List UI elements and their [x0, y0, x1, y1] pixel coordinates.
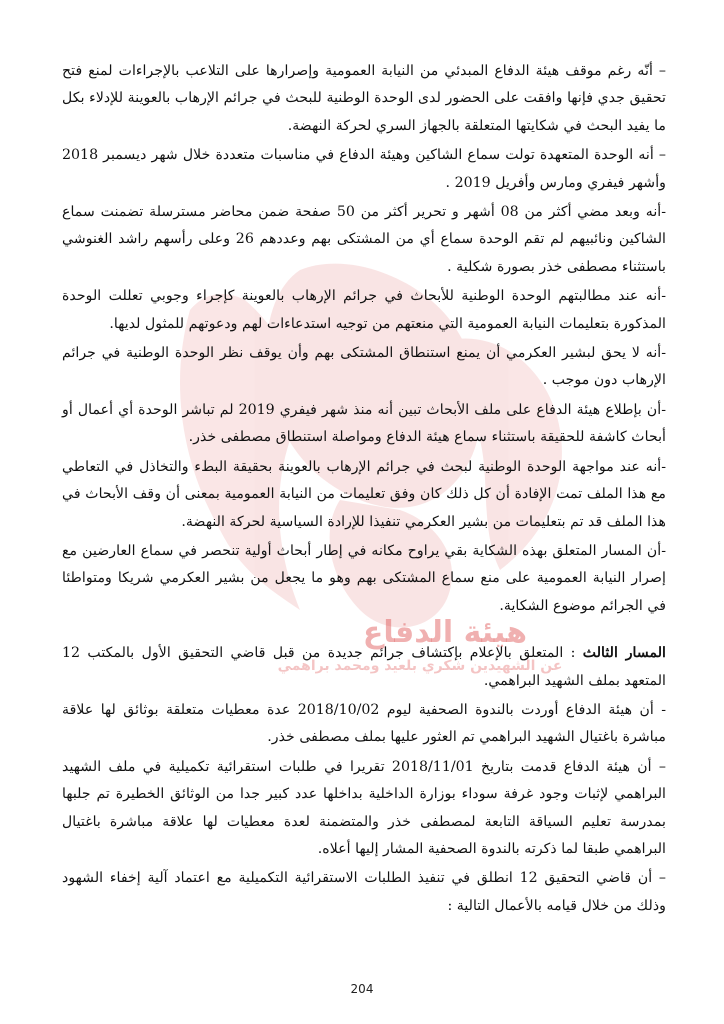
- paragraph: -أنه لا يحق لبشير العكرمي أن يمنع استنطاق المشتكى بهم وأن يوقف نظر الوحدة الوطنية في جرائم الإرهاب دون موجب .: [62, 345, 666, 389]
- paragraph: -أن بإطلاع هيئة الدفاع على ملف الأبحاث تبين أنه منذ شهر فيفري 2019 لم تباشر الوحدة أي أعمال أو أبحاث كاشفة للحقيقة باستثناء سماع هيئة الدفاع ومواصلة استنطاق مصطفى خذر.: [62, 401, 666, 446]
- paragraph: - أن هيئة الدفاع أوردت بالندوة الصحفية ليوم 2018/10/02 عدة معطيات متعلقة بوثائق لها علاقة مباشرة باغتيال الشهيد البراهمي تم العثور عليها بملف مصطفى خذر.: [62, 701, 666, 746]
- paragraph: -أنه عند مواجهة الوحدة الوطنية لبحث في جرائم الإرهاب بالعوينة بحقيقة البطء والتخاذل في التعاطي مع هذا الملف تمت الإفادة أن كل ذلك كان وفق تعليمات من النيابة العمومية بمعنى أن وقف الأبحاث في هذا الملف قد تم بتعليمات من بشير العكرمي تنفيذا للإرادة السياسية لحركة النهضة.: [62, 458, 666, 530]
- paragraph: -أنه عند مطالبتهم الوحدة الوطنية للأبحاث في جرائم الإرهاب بالعوينة كإجراء وجوبي تعللت الوحدة المذكورة بتعليمات النيابة العمومية التي منعتهم من توجيه استدعاءات لهم ودعوتهم للمثول لديها.: [62, 288, 666, 332]
- section-text: : المتعلق بالإعلام بإكتشاف جرائم جديدة من قبل قاضي التحقيق الأول بالمكتب 12 المتعهد بملف الشهيد البراهمي.: [62, 645, 666, 689]
- section-label: المسار الثالث: [582, 645, 666, 662]
- paragraph: -أنه وبعد مضي أكثر من 08 أشهر و تحرير أكثر من 50 صفحة ضمن محاضر مسترسلة تضمنت سماع الشاكين ونائبيهم لم تقم الوحدة سماع أي من المشتكى بهم وعددهم 26 وعلى رأسهم راشد الغنوشي باستثناء مصطفى خذر بصورة شكلية .: [62, 204, 666, 275]
- page-number: 204: [350, 982, 374, 996]
- watermark-main-text: هيئة الدفاع: [362, 615, 528, 650]
- paragraph: – أن قاضي التحقيق 12 انطلق في تنفيذ الطلبات الاستقرائية التكميلية مع اعتماد آلية إخفاء الشهود وذلك من خلال قيامه بالأعمال التالية :: [62, 870, 666, 914]
- document-body: [62, 58, 666, 922]
- paragraph: – أن هيئة الدفاع قدمت بتاريخ 2018/11/01 تقريرا في طلبات استقرائية تكميلية في ملف الشهيد البراهمي لإثبات وجود غرفة سوداء بوزارة الداخلية بداخلها عدد كبير جدا من الوثائق الخطيرة تم جلبها بمدرسة تعليم السياقة التابعة لمصطفى خذر والمتضمنة لعدة معطيات لها علاقة مباشرة باغتيال البراهمي طبقا لما ذكرته بالندوة الصحفية المشار إليها أعلاه.: [62, 758, 666, 857]
- watermark-sub-text: عن الشهيدين شكري بلعيد ومحمد براهمي: [277, 658, 563, 674]
- paragraph: -أن المسار المتعلق بهذه الشكاية بقي يراوح مكانه في إطار أبحاث أولية تنحصر في سماع العارضين مع إصرار النيابة العمومية على منع سماع المشتكى بهم وهو ما يجعل من بشير العكرمي شريكا ومتواطئا في الجرائم موضوع الشكاية.: [62, 542, 666, 614]
- paragraph: – أنه الوحدة المتعهدة تولت سماع الشاكين وهيئة الدفاع في مناسبات متعددة خلال شهر ديسمبر 2018 وأشهر فيفري ومارس وأفريل 2019 .: [62, 147, 666, 191]
- section-heading-paragraph: [62, 640, 666, 695]
- paragraph: – أنّه رغم موقف هيئة الدفاع المبدئي من النيابة العمومية وإصرارها على التلاعب بالإجراءات لمنع فتح تحقيق جدي فإنها وافقت على الحضور لدى الوحدة الوطنية للبحث في جرائم الإرهاب بالعوينة للإدلاء بكل ما يفيد البحث في شكايتها المتعلقة بالجهاز السري لحركة النهضة.: [62, 63, 666, 134]
